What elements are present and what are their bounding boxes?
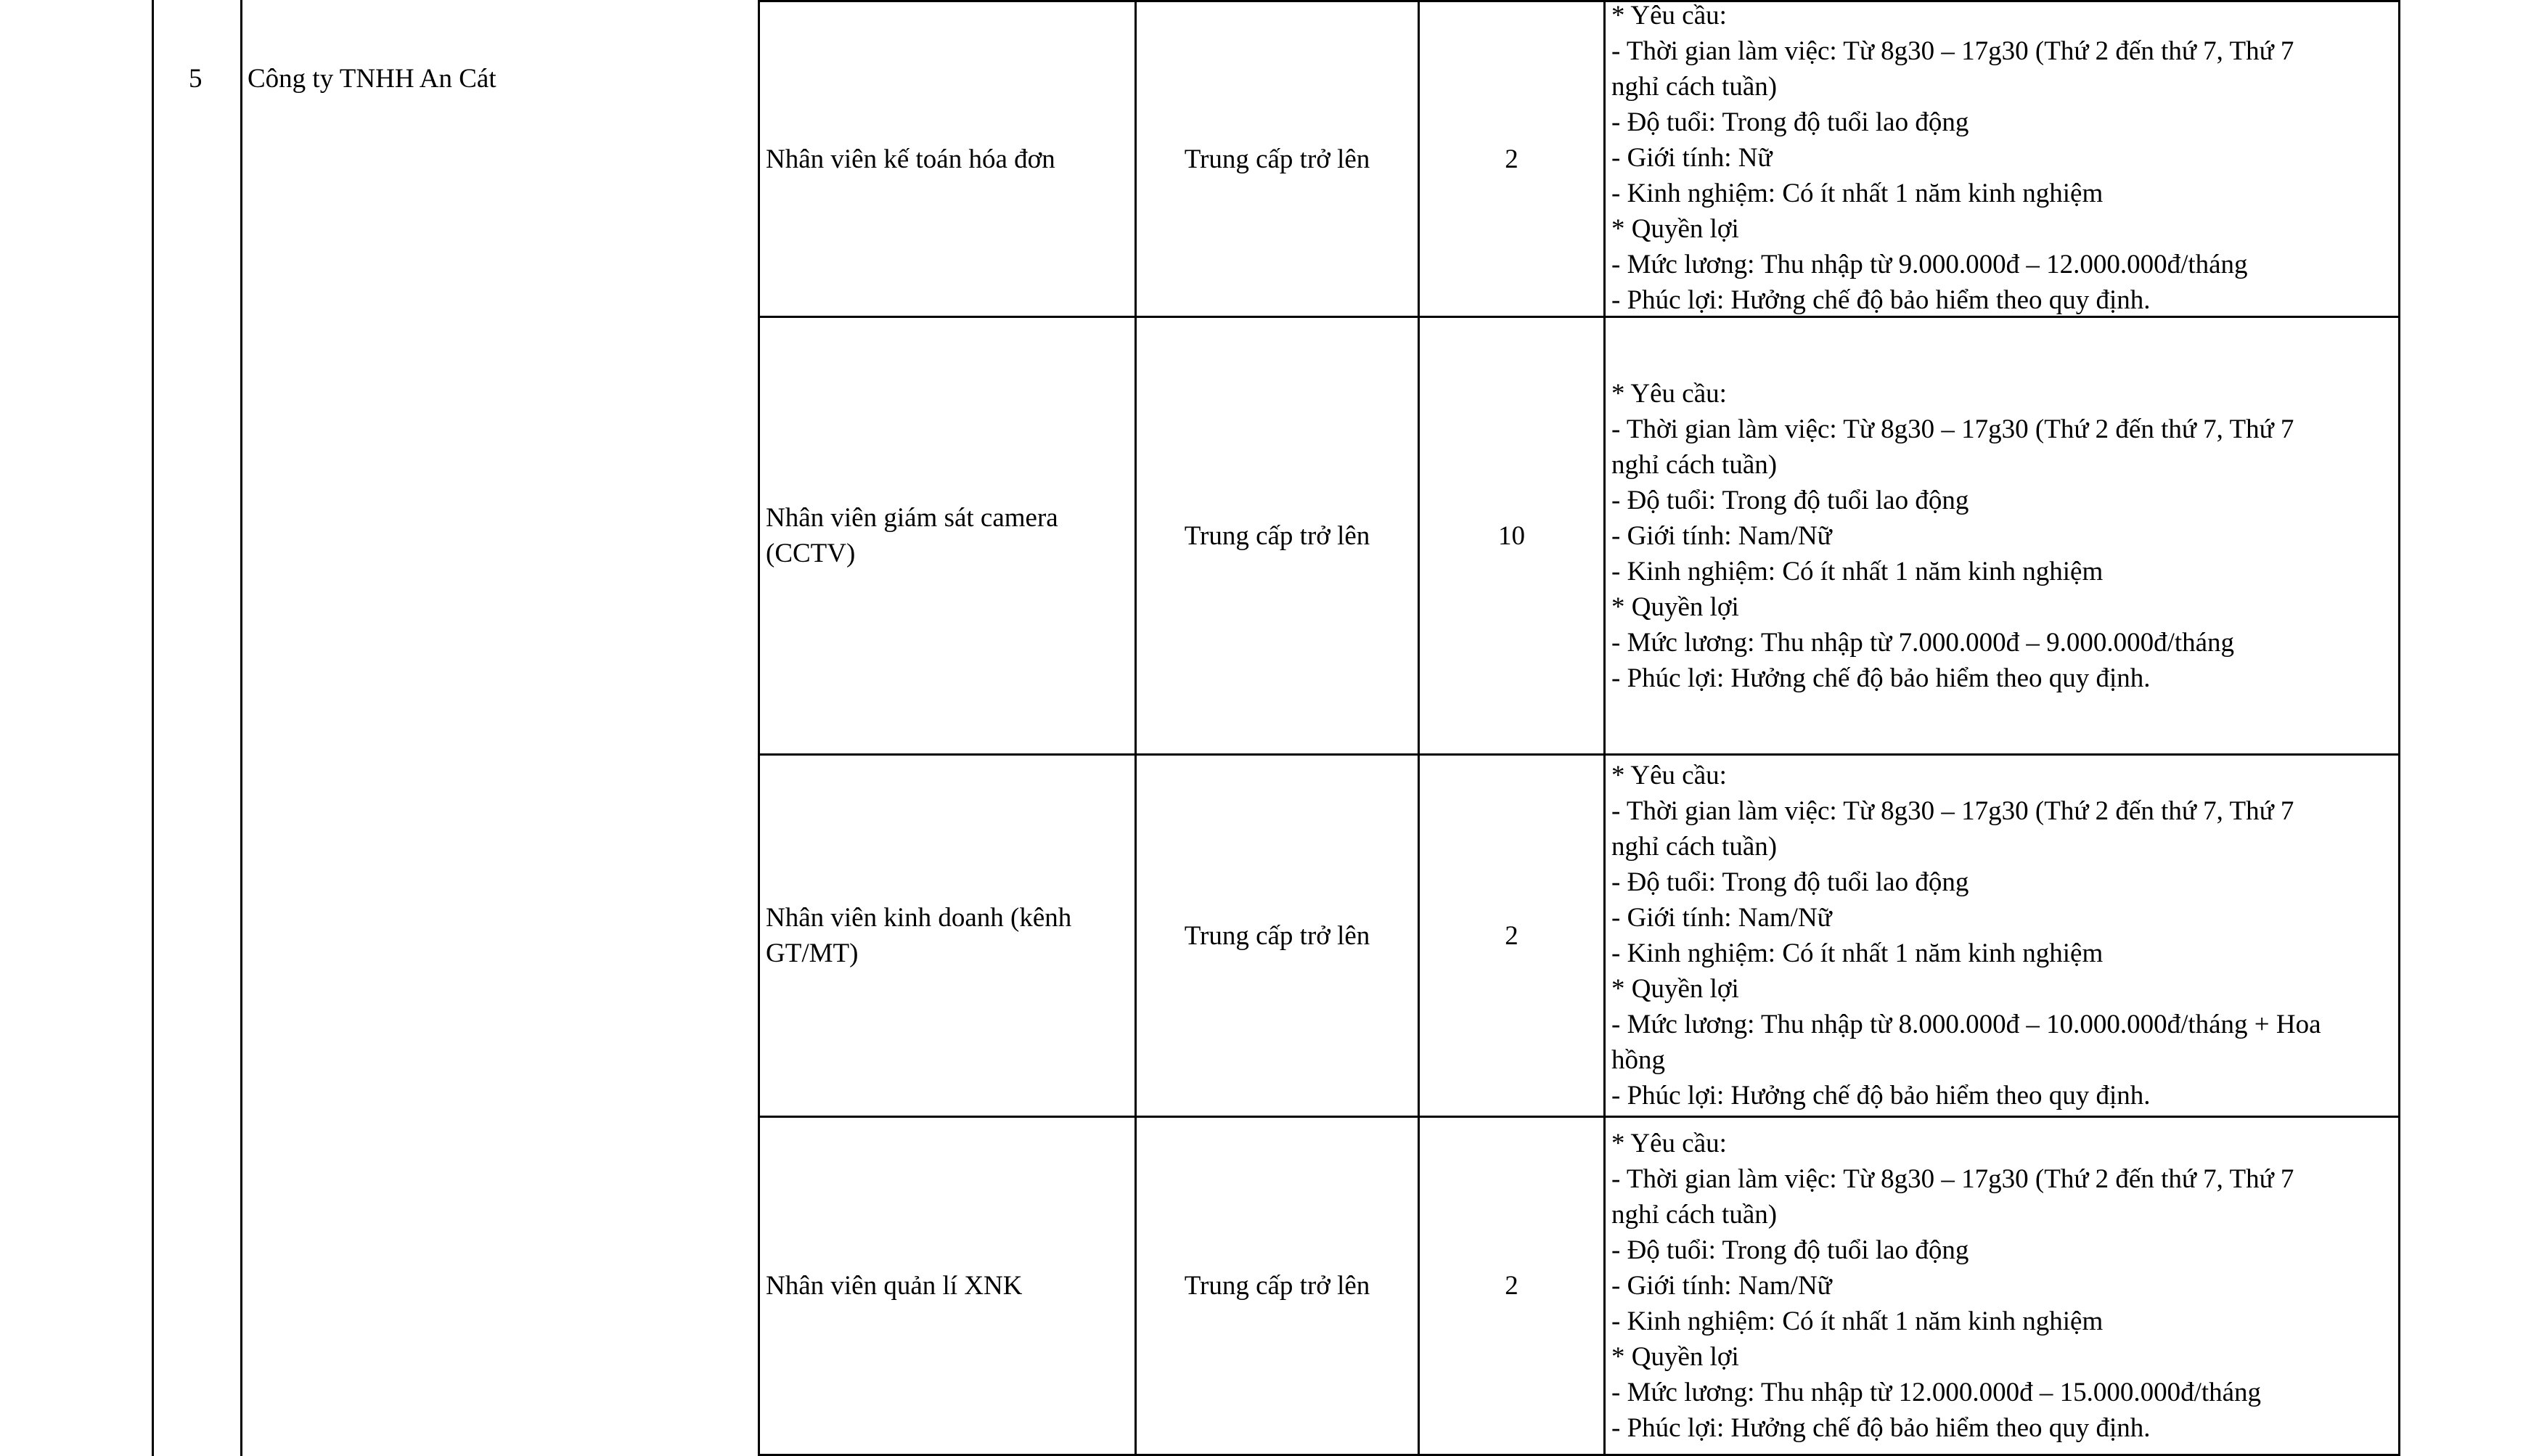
details-line: - Độ tuổi: Trong độ tuổi lao động <box>1611 1235 1969 1265</box>
position-title-line: Nhân viên kinh doanh (kênh <box>766 903 1072 933</box>
details-line: - Kinh nghiệm: Có ít nhất 1 năm kinh nghiệm <box>1611 179 2104 208</box>
position-title-line: GT/MT) <box>766 938 859 968</box>
details-line: - Thời gian làm việc: Từ 8g30 – 17g30 (Thứ 2 đến thứ 7, Thứ 7 <box>1611 1164 2294 1194</box>
details-line: hồng <box>1611 1045 1665 1075</box>
details-cell <box>1606 756 2398 1116</box>
education-cell: Trung cấp trở lên <box>1184 1271 1370 1301</box>
details-line: - Độ tuổi: Trong độ tuổi lao động <box>1611 867 1969 897</box>
education-cell: Trung cấp trở lên <box>1184 144 1370 174</box>
details-line: nghỉ cách tuần) <box>1611 832 1778 862</box>
details-line: nghỉ cách tuần) <box>1611 72 1778 102</box>
details-line: - Thời gian làm việc: Từ 8g30 – 17g30 (Thứ 2 đến thứ 7, Thứ 7 <box>1611 796 2294 826</box>
details-line: - Giới tính: Nam/Nữ <box>1611 1271 1832 1301</box>
details-line: - Mức lương: Thu nhập từ 7.000.000đ – 9.000.000đ/tháng <box>1611 627 2235 658</box>
education-cell: Trung cấp trở lên <box>1184 920 1370 951</box>
position-title-cell: Nhân viên quản lí XNK <box>766 1271 1023 1301</box>
details-line: * Yêu cầu: <box>1611 378 1727 409</box>
details-line: - Phúc lợi: Hưởng chế độ bảo hiểm theo quy định. <box>1611 285 2151 315</box>
table-border-left <box>152 0 154 1456</box>
details-cell <box>1606 318 2398 753</box>
details-line: - Kinh nghiệm: Có ít nhất 1 năm kinh nghiệm <box>1611 556 2104 586</box>
details-line: - Giới tính: Nữ <box>1611 143 1773 173</box>
table-border-stt-company <box>240 0 242 1456</box>
details-line: * Yêu cầu: <box>1611 761 1727 790</box>
details-line: nghỉ cách tuần) <box>1611 449 1778 480</box>
details-line: - Mức lương: Thu nhập từ 8.000.000đ – 10.000.000đ/tháng + Hoa <box>1611 1010 2321 1039</box>
details-line: * Quyền lợi <box>1611 1342 1739 1372</box>
details-cell <box>1606 1118 2398 1454</box>
company-name-cell: Công ty TNHH An Cát <box>248 64 496 94</box>
quantity-cell: 2 <box>1505 144 1518 174</box>
details-line: - Phúc lợi: Hưởng chế độ bảo hiểm theo quy định. <box>1611 663 2151 693</box>
position-title-cell: Nhân viên kế toán hóa đơn <box>766 144 1055 174</box>
details-line: * Quyền lợi <box>1611 974 1739 1004</box>
quantity-cell: 10 <box>1498 520 1525 551</box>
details-line: - Thời gian làm việc: Từ 8g30 – 17g30 (Thứ 2 đến thứ 7, Thứ 7 <box>1611 36 2294 66</box>
details-line: - Giới tính: Nam/Nữ <box>1611 520 1832 551</box>
details-line: * Quyền lợi <box>1611 214 1739 244</box>
details-line: - Độ tuổi: Trong độ tuổi lao động <box>1611 485 1969 515</box>
details-line: * Quyền lợi <box>1611 592 1739 622</box>
position-title-cell <box>760 318 1135 753</box>
details-line: * Yêu cầu: <box>1611 1129 1727 1158</box>
details-line: - Phúc lợi: Hưởng chế độ bảo hiểm theo quy định. <box>1611 1081 2151 1111</box>
position-title-line: (CCTV) <box>766 539 856 568</box>
details-line: - Giới tính: Nam/Nữ <box>1611 903 1832 933</box>
table-border-right <box>2398 0 2400 1456</box>
details-line: - Phúc lợi: Hưởng chế độ bảo hiểm theo quy định. <box>1611 1413 2151 1443</box>
education-cell: Trung cấp trở lên <box>1184 520 1370 551</box>
details-line: - Thời gian làm việc: Từ 8g30 – 17g30 (Thứ 2 đến thứ 7, Thứ 7 <box>1611 414 2294 444</box>
details-line: - Kinh nghiệm: Có ít nhất 1 năm kinh nghiệm <box>1611 1306 2104 1336</box>
details-line: - Mức lương: Thu nhập từ 12.000.000đ – 15.000.000đ/tháng <box>1611 1378 2262 1407</box>
position-title-cell <box>760 756 1135 1116</box>
details-line: * Yêu cầu: <box>1611 1 1727 30</box>
quantity-cell: 2 <box>1505 1271 1518 1301</box>
quantity-cell: 2 <box>1505 920 1518 951</box>
details-line: - Kinh nghiệm: Có ít nhất 1 năm kinh nghiệm <box>1611 938 2104 968</box>
stt-cell: 5 <box>189 64 203 94</box>
position-title-line: Nhân viên giám sát camera <box>766 503 1058 533</box>
details-line: - Mức lương: Thu nhập từ 9.000.000đ – 12.000.000đ/tháng <box>1611 250 2248 279</box>
details-cell <box>1606 0 2398 316</box>
details-line: nghỉ cách tuần) <box>1611 1200 1778 1230</box>
details-line: - Độ tuổi: Trong độ tuổi lao động <box>1611 107 1969 137</box>
